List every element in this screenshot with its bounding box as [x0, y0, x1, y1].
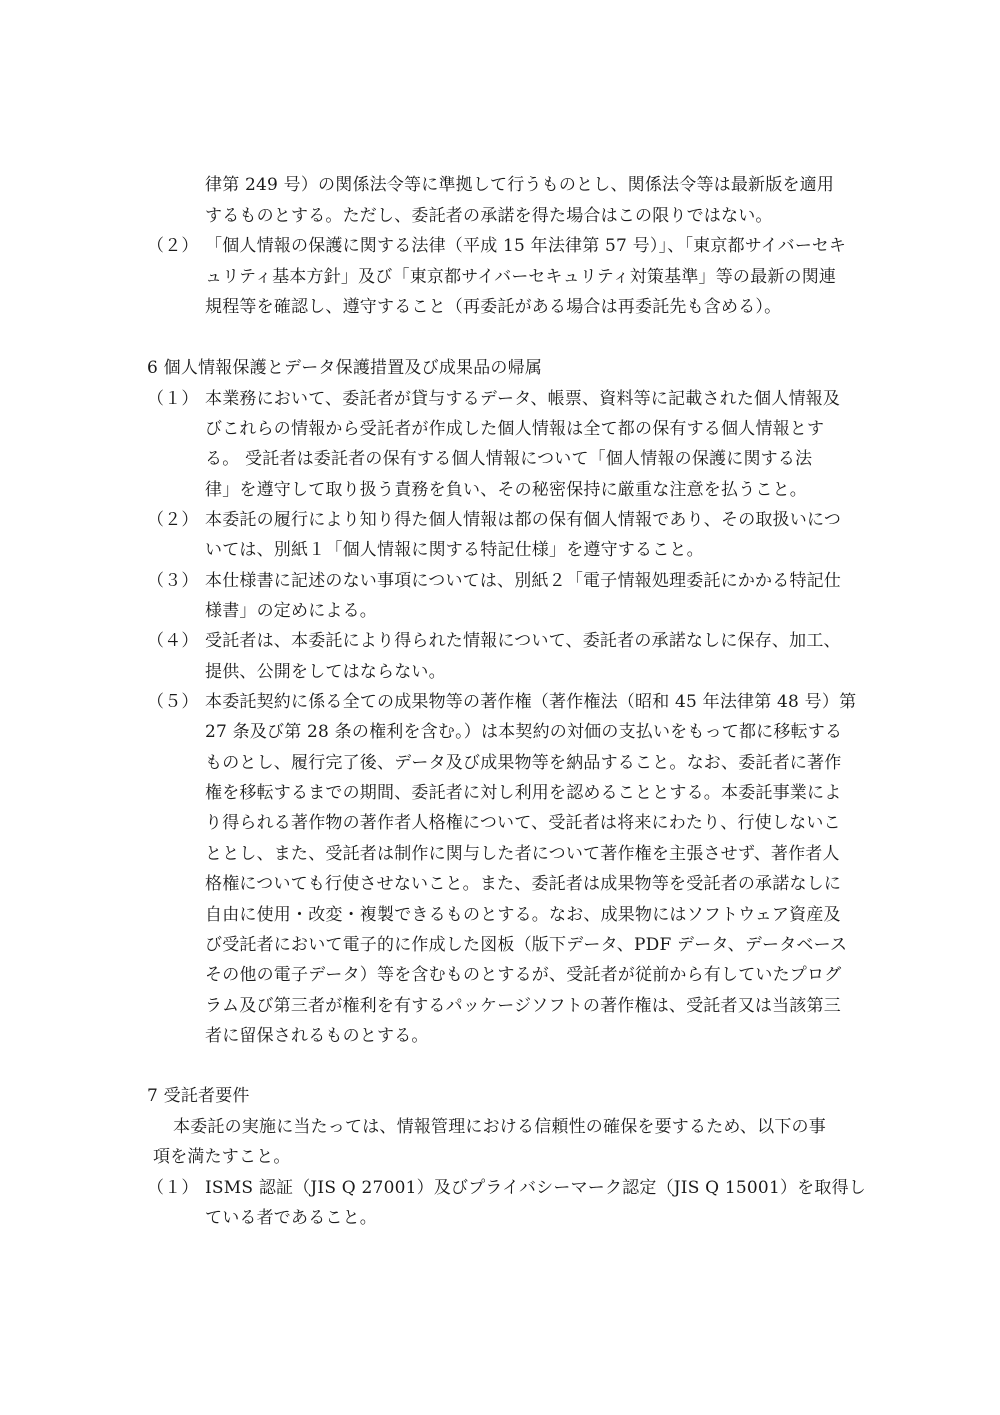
text-line: 項を満たすこと。: [153, 1147, 291, 1167]
text-line: 受託者は、本委託により得られた情報について、委託者の承諾なしに保存、加工、: [205, 631, 841, 651]
text-line: り得られる著作物の著作者人格権について、受託者は将来にわたり、行使しないこ: [205, 813, 841, 833]
text-line: 「個人情報の保護に関する法律（平成 15 年法律第 57 号）」、「東京都サイバーセキ: [205, 236, 847, 256]
text-line: 者に留保されるものとする。: [205, 1026, 429, 1046]
item-number: （５）: [147, 692, 199, 712]
text-line: 27 条及び第 28 条の権利を含む。）は本契約の対価の支払いをもって都に移転する: [205, 722, 843, 742]
text-line: 様書」の定めによる。: [205, 601, 377, 621]
item-number: （１）: [147, 1178, 199, 1198]
text-line: 提供、公開をしてはならない。: [205, 662, 446, 682]
text-line: 本仕様書に記述のない事項については、別紙２「電子情報処理委託にかかる特記仕: [205, 571, 842, 591]
text-line: ている者であること。: [205, 1208, 377, 1228]
text-line: ュリティ基本方針」及び「東京都サイバーセキュリティ対策基準」等の最新の関連: [205, 267, 837, 287]
text-line: 本委託の履行により知り得た個人情報は都の保有個人情報であり、その取扱いにつ: [205, 510, 842, 530]
text-line: 律」を遵守して取り扱う責務を負い、その秘密保持に厳重な注意を払うこと。: [205, 480, 807, 500]
text-line: いては、別紙１「個人情報に関する特記仕様」を遵守すること。: [205, 540, 704, 560]
text-line: ととし、また、受託者は制作に関与した者について著作権を主張させず、著作者人: [205, 844, 840, 864]
text-line: びこれらの情報から受託者が作成した個人情報は全て都の保有する個人情報とす: [205, 419, 825, 439]
item-number: （１）: [147, 389, 199, 409]
text-line: ラム及び第三者が権利を有するパッケージソフトの著作権は、受託者又は当該第三: [205, 996, 841, 1016]
text-line: 格権についても行使させないこと。また、委託者は成果物等を受託者の承諾なしに: [205, 874, 842, 894]
text-line: 本委託契約に係る全ての成果物等の著作権（著作権法（昭和 45 年法律第 48 号）第: [205, 692, 857, 712]
text-line: 本業務において、委託者が貸与するデータ、帳票、資料等に記載された個人情報及: [205, 389, 841, 409]
text-line: その他の電子データ）等を含むものとするが、受託者が従前から有していたプログ: [205, 965, 842, 985]
item-number: （３）: [147, 571, 199, 591]
section-heading-6: 6 個人情報保護とデータ保護措置及び成果品の帰属: [147, 358, 543, 378]
text-line: ものとし、履行完了後、データ及び成果物等を納品すること。なお、委託者に著作: [205, 753, 842, 773]
text-line: 自由に使用・改変・複製できるものとする。なお、成果物にはソフトウェア資産及: [205, 905, 841, 925]
text-line: 本委託の実施に当たっては、情報管理における信頼性の確保を要するため、以下の事: [173, 1117, 826, 1137]
text-line: するものとする。ただし、委託者の承諾を得た場合はこの限りではない。: [205, 206, 773, 226]
item-number: （２）: [147, 236, 199, 256]
text-line: る。 受託者は委託者の保有する個人情報について「個人情報の保護に関する法: [205, 449, 813, 469]
text-line: 規程等を確認し、遵守すること（再委託がある場合は再委託先も含める）。: [205, 297, 782, 317]
item-number: （２）: [147, 510, 199, 530]
text-line: 律第 249 号）の関係法令等に準拠して行うものとし、関係法令等は最新版を適用: [205, 175, 835, 195]
section-heading-7: 7 受託者要件: [147, 1086, 250, 1106]
text-line: び受託者において電子的に作成した図板（版下データ、PDF データ、データベース: [205, 935, 848, 955]
text-line: ISMS 認証（JIS Q 27001）及びプライバシーマーク認定（JIS Q 15001）を取得し: [205, 1178, 866, 1198]
item-number: （４）: [147, 631, 199, 651]
text-line: 権を移転するまでの期間、委託者に対し利用を認めることとする。本委託事業によ: [205, 783, 842, 803]
